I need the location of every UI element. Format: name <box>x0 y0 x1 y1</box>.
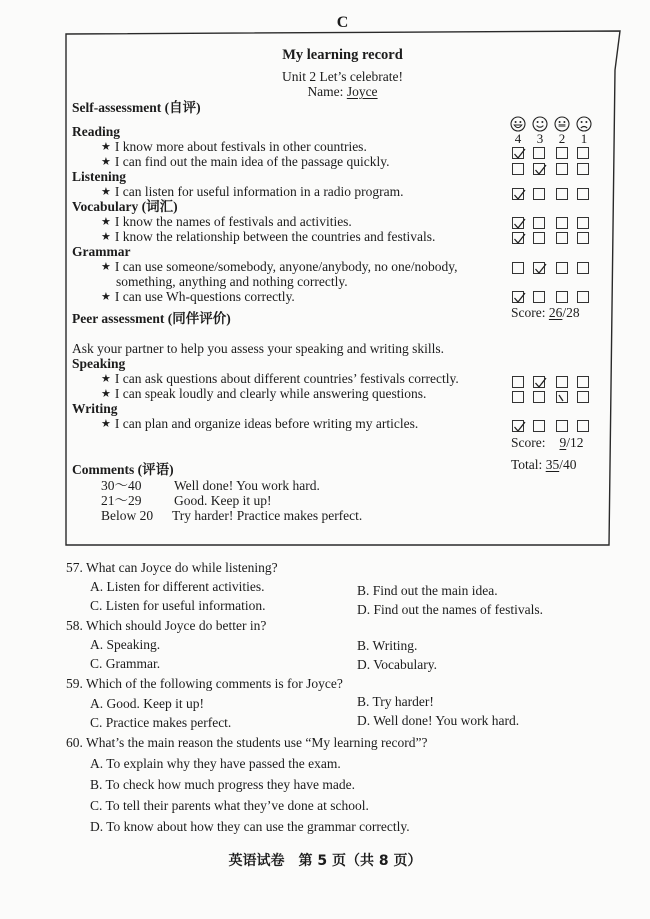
star-icon: ★ <box>101 156 111 168</box>
rating-checkbox-2[interactable] <box>556 147 568 159</box>
rating-checkbox-2[interactable] <box>556 217 568 229</box>
comment-range: 21～29 <box>101 493 142 508</box>
rating-checkbox-1[interactable] <box>577 217 589 229</box>
score-max: /12 <box>566 435 584 450</box>
option: C. Grammar. <box>90 656 161 671</box>
rating-checkbox-4[interactable] <box>512 217 524 229</box>
star-icon: ★ <box>101 261 111 273</box>
option: D. Vocabulary. <box>357 657 437 672</box>
rating-checkbox-3[interactable] <box>533 376 545 388</box>
rating-checkbox-2[interactable] <box>556 188 568 200</box>
category-listening: Listening <box>72 169 127 184</box>
rating-checkbox-2[interactable] <box>556 232 568 244</box>
statement-text: I can listen for useful information in a radio program. <box>114 184 404 199</box>
rating-checkbox-2[interactable] <box>556 420 568 432</box>
rating-checkbox-1[interactable] <box>577 376 589 388</box>
score-label: Score: <box>511 305 546 320</box>
option: A. Listen for different activities. <box>90 579 265 594</box>
rating-number: 4 <box>514 131 522 146</box>
peer-instruction: Ask your partner to help you assess your speaking and writing skills. <box>72 341 444 356</box>
neutral-face-icon <box>554 116 570 132</box>
category-grammar: Grammar <box>72 244 131 259</box>
category-reading: Reading <box>72 124 121 139</box>
rating-checkbox-3[interactable] <box>533 420 545 432</box>
total-value: 35 <box>545 457 560 472</box>
comment-text: Well done! You work hard. <box>174 478 320 493</box>
comment-range: 30～40 <box>101 478 142 493</box>
rating-checkbox-3[interactable] <box>533 232 545 244</box>
question-stem: 58. Which should Joyce do better in? <box>66 618 267 633</box>
rating-checkbox-4[interactable] <box>512 188 524 200</box>
rating-checkbox-4[interactable] <box>512 391 524 403</box>
rating-checkbox-4[interactable] <box>512 232 524 244</box>
rating-checkbox-2[interactable] <box>556 262 568 274</box>
peer-score <box>511 435 584 450</box>
category-writing: Writing <box>72 401 118 416</box>
option: B. Writing. <box>357 638 418 653</box>
record-name <box>230 84 455 99</box>
star-icon: ★ <box>101 216 111 228</box>
rating-checkbox-2[interactable] <box>556 291 568 303</box>
score-value: 26 <box>548 305 563 320</box>
checkmark-icon <box>533 375 548 390</box>
question-stem: 59. Which of the following comments is for Joyce? <box>66 676 343 691</box>
star-icon: ★ <box>101 418 111 430</box>
option: D. To know about how they can use the grammar correctly. <box>90 819 410 834</box>
category-vocabulary: Vocabulary (词汇) <box>72 199 178 214</box>
comment-range: Below 20 <box>101 508 154 523</box>
rating-number: 2 <box>558 131 566 146</box>
star-icon: ★ <box>101 388 111 400</box>
rating-checkbox-4[interactable] <box>512 376 524 388</box>
rating-checkbox-4[interactable] <box>512 420 524 432</box>
rating-checkbox-1[interactable] <box>577 232 589 244</box>
statement-text: I know more about festivals in other countries. <box>114 139 367 154</box>
smiling-face-icon <box>532 116 548 132</box>
name-value: Joyce <box>346 84 378 99</box>
total-score <box>511 457 576 472</box>
statement <box>101 289 295 306</box>
comment-text: Try harder! Practice makes perfect. <box>172 508 363 523</box>
statement-text: I can find out the main idea of the passage quickly. <box>114 154 390 169</box>
checkmark-icon <box>533 162 548 177</box>
total-label: Total: <box>511 457 543 472</box>
statement-text: I can ask questions about different countries’ festivals correctly. <box>114 371 459 386</box>
question-stem: 60. What’s the main reason the students use “My learning record”? <box>66 735 428 750</box>
score-max: /28 <box>562 305 580 320</box>
star-icon: ★ <box>101 291 111 303</box>
rating-checkbox-1[interactable] <box>577 291 589 303</box>
statement-text: I can speak loudly and clearly while answering questions. <box>114 386 427 401</box>
checkmark-icon <box>512 187 527 202</box>
rating-checkbox-2[interactable] <box>556 391 568 403</box>
name-label: Name: <box>307 84 344 99</box>
statement <box>101 229 435 246</box>
rating-checkbox-1[interactable] <box>577 163 589 175</box>
rating-number: 3 <box>536 131 544 146</box>
rating-checkbox-4[interactable] <box>512 262 524 274</box>
option: B. Find out the main idea. <box>357 583 498 598</box>
rating-checkbox-4[interactable] <box>512 291 524 303</box>
total-max: /40 <box>559 457 577 472</box>
score-label: Score: <box>511 435 546 450</box>
category-speaking: Speaking <box>72 356 126 371</box>
option: D. Find out the names of festivals. <box>357 602 543 617</box>
checkmark-icon <box>533 261 548 276</box>
page-footer: 英语试卷 第 5 页（共 8 页） <box>228 853 422 869</box>
statement-text: I know the names of festivals and activities. <box>114 214 352 229</box>
peer-assessment-heading: Peer assessment (同伴评价) <box>72 311 231 326</box>
checkmark-icon <box>512 146 527 161</box>
rating-checkbox-1[interactable] <box>577 420 589 432</box>
option: A. Speaking. <box>90 637 161 652</box>
star-icon: ★ <box>101 141 111 153</box>
checkmark-icon <box>556 390 571 405</box>
question-stem: 57. What can Joyce do while listening? <box>66 560 278 575</box>
option: C. Listen for useful information. <box>90 598 266 613</box>
self-assessment-heading: Self-assessment (自评) <box>72 100 201 115</box>
self-score <box>511 305 580 320</box>
option: B. To check how much progress they have made. <box>90 777 355 792</box>
checkmark-icon <box>512 419 527 434</box>
rating-checkbox-1[interactable] <box>577 147 589 159</box>
statement-text: I can use someone/somebody, anyone/anybody, no one/nobody, <box>114 259 458 274</box>
statement-text: I can use Wh-questions correctly. <box>114 289 295 304</box>
rating-checkbox-1[interactable] <box>577 188 589 200</box>
grinning-face-icon <box>510 116 526 132</box>
statement-text: I know the relationship between the countries and festivals. <box>114 229 436 244</box>
rating-checkbox-1[interactable] <box>577 391 589 403</box>
sad-face-icon <box>576 116 592 132</box>
rating-checkbox-3[interactable] <box>533 262 545 274</box>
rating-checkbox-4[interactable] <box>512 147 524 159</box>
rating-checkbox-4[interactable] <box>512 163 524 175</box>
checkmark-icon <box>512 231 527 246</box>
option: D. Well done! You work hard. <box>357 713 520 728</box>
statement <box>101 154 390 171</box>
section-letter: C <box>336 14 349 31</box>
rating-checkbox-3[interactable] <box>533 188 545 200</box>
star-icon: ★ <box>101 373 111 385</box>
statement-continued: something, anything and nothing correctly. <box>116 274 348 289</box>
comments-heading: Comments (评语) <box>72 462 174 477</box>
rating-checkbox-3[interactable] <box>533 217 545 229</box>
star-icon: ★ <box>101 231 111 243</box>
rating-checkbox-2[interactable] <box>556 163 568 175</box>
rating-checkbox-3[interactable] <box>533 391 545 403</box>
option: A. To explain why they have passed the exam. <box>90 756 341 771</box>
star-icon: ★ <box>101 186 111 198</box>
option: A. Good. Keep it up! <box>90 696 204 711</box>
statement <box>101 386 426 403</box>
rating-checkbox-3[interactable] <box>533 163 545 175</box>
rating-checkbox-2[interactable] <box>556 376 568 388</box>
statement-text: I can plan and organize ideas before writing my articles. <box>114 416 419 431</box>
rating-checkbox-1[interactable] <box>577 262 589 274</box>
record-title: My learning record <box>282 47 403 63</box>
score-value: 9 <box>559 435 567 450</box>
option: C. Practice makes perfect. <box>90 715 232 730</box>
rating-checkbox-3[interactable] <box>533 147 545 159</box>
option: B. Try harder! <box>357 694 434 709</box>
rating-checkbox-3[interactable] <box>533 291 545 303</box>
option: C. To tell their parents what they’ve done at school. <box>90 798 369 813</box>
record-unit: Unit 2 Let’s celebrate! <box>281 69 404 84</box>
checkmark-icon <box>512 290 527 305</box>
checkmark-icon <box>512 216 527 231</box>
statement <box>101 416 418 433</box>
rating-number: 1 <box>580 131 588 146</box>
comment-text: Good. Keep it up! <box>174 493 272 508</box>
